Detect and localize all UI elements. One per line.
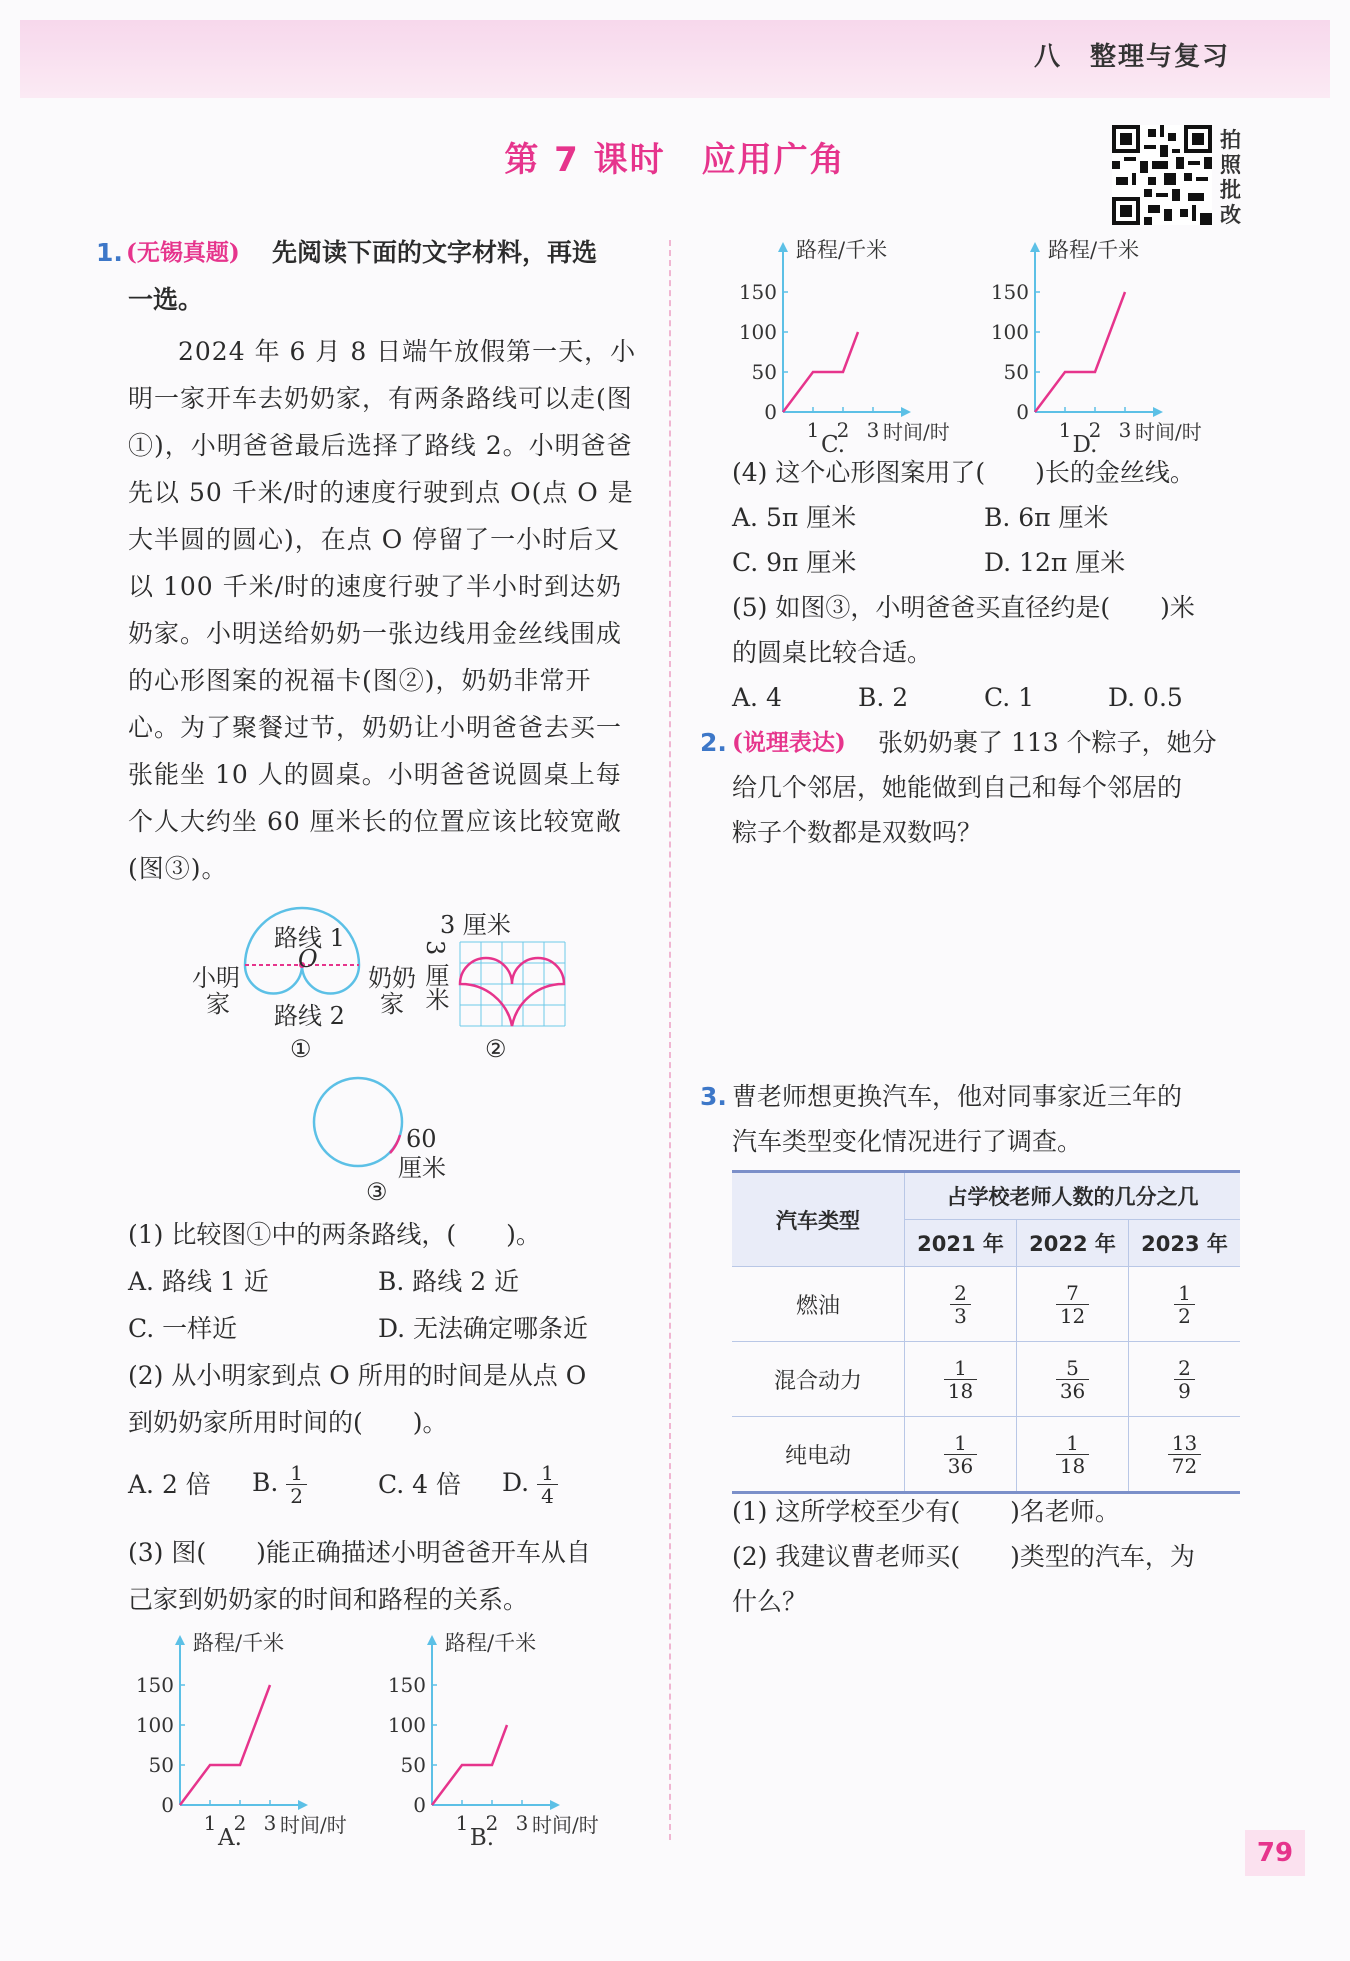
table-header-group: 占学校老师人数的几分之几 bbox=[905, 1172, 1241, 1220]
y-tick-label: 50 bbox=[400, 1753, 426, 1777]
x-axis-label: 时间/时 bbox=[1135, 420, 1202, 444]
q1-sub1-opt-d[interactable]: D. 无法确定哪条近 bbox=[378, 1314, 589, 1343]
x-tick-label: 1 bbox=[1058, 418, 1072, 442]
y-axis-arrow bbox=[778, 242, 788, 252]
table-header-type: 汽车类型 bbox=[732, 1172, 905, 1267]
unit-title: 八 整理与复习 bbox=[1033, 42, 1230, 72]
y-tick-label: 100 bbox=[990, 320, 1029, 344]
page-number: 79 bbox=[1245, 1830, 1305, 1876]
table-cell-fraction: $\frac{1}{18}$ bbox=[1056, 1432, 1089, 1477]
y-axis-label: 路程/千米 bbox=[445, 1631, 537, 1655]
q1-sub4-opt-c[interactable]: C. 9π 厘米 bbox=[732, 548, 857, 577]
figure-2-caption: ② bbox=[485, 1035, 507, 1063]
q1-sub4-opt-b[interactable]: B. 6π 厘米 bbox=[984, 503, 1109, 532]
q1-sub5-opt-c[interactable]: C. 1 bbox=[984, 683, 1035, 712]
table-cell-fraction: $\frac{5}{36}$ bbox=[1056, 1357, 1089, 1402]
q1-sub1-opt-b[interactable]: B. 路线 2 近 bbox=[378, 1267, 520, 1296]
route2-label: 路线 2 bbox=[274, 1002, 345, 1030]
table-header-year: 2021 年 bbox=[905, 1220, 1017, 1267]
q2-tag: (说理表达) bbox=[732, 729, 846, 756]
q1-sub2-opt-a[interactable]: A. 2 倍 bbox=[128, 1470, 211, 1499]
chart-b[interactable] bbox=[372, 1625, 632, 1850]
chart-c[interactable] bbox=[723, 232, 983, 457]
q1-sub5-opt-a[interactable]: A. 4 bbox=[732, 683, 782, 712]
chart-option-label: A. bbox=[218, 1825, 242, 1850]
grandma-label-1: 奶奶 bbox=[368, 964, 416, 992]
q1-number: 1. bbox=[96, 238, 123, 267]
table-row bbox=[732, 1417, 1240, 1493]
x-tick-label: 2 bbox=[1088, 418, 1102, 442]
y-axis-arrow bbox=[1030, 242, 1040, 252]
arc-unit-label: 厘米 bbox=[398, 1154, 446, 1182]
series-line bbox=[180, 1685, 270, 1805]
q1-sub4-opt-d[interactable]: D. 12π 厘米 bbox=[984, 548, 1126, 577]
qr-caption: 拍照批改 bbox=[1220, 128, 1241, 227]
lesson-title: 第 7 课时 应用广角 bbox=[504, 140, 846, 180]
q1-sub5-opt-b[interactable]: B. 2 bbox=[858, 683, 909, 712]
column-divider bbox=[669, 240, 671, 1840]
table-cell-fraction: $\frac{1}{18}$ bbox=[944, 1357, 977, 1402]
x-tick-label: 1 bbox=[203, 1811, 217, 1835]
heart-side-label: 3 厘米 bbox=[421, 940, 449, 1011]
q1-sub2-line1: (2) 从小明家到点 O 所用的时间是从点 O bbox=[128, 1361, 587, 1390]
y-tick-label: 50 bbox=[148, 1753, 174, 1777]
figure-3-round-table bbox=[310, 1075, 410, 1175]
table-cell-fraction: $\frac{7}{12}$ bbox=[1056, 1282, 1089, 1327]
q1-sub2-opt-d[interactable]: D. $\frac{1}{4}$ bbox=[502, 1462, 558, 1507]
figure-3-caption: ③ bbox=[366, 1178, 388, 1206]
q2-line2: 给几个邻居，她能做到自己和每个邻居的 bbox=[732, 773, 1183, 802]
car-type-table bbox=[732, 1170, 1240, 1494]
q1-tag: (无锡真题) bbox=[126, 239, 240, 266]
y-axis-label: 路程/千米 bbox=[796, 238, 888, 262]
q3-sub2-line1: (2) 我建议曹老师买( )类型的汽车，为 bbox=[732, 1542, 1195, 1571]
series-line bbox=[783, 332, 858, 412]
arc-value-label: 60 bbox=[406, 1125, 437, 1153]
y-axis-label: 路程/千米 bbox=[193, 1631, 285, 1655]
heart-top-label: 3 厘米 bbox=[440, 911, 511, 939]
q3-number: 3. bbox=[700, 1082, 727, 1111]
q1-sub4-opt-a[interactable]: A. 5π 厘米 bbox=[732, 503, 857, 532]
y-axis-arrow bbox=[175, 1635, 185, 1645]
row-name: 纯电动 bbox=[732, 1417, 905, 1493]
y-tick-label: 150 bbox=[387, 1673, 426, 1697]
q1-sub4: (4) 这个心形图案用了( )长的金丝线。 bbox=[732, 458, 1195, 487]
q2-line3: 粽子个数都是双数吗？ bbox=[732, 818, 983, 847]
y-tick-label: 150 bbox=[990, 280, 1029, 304]
q1-stem-line2: 一选。 bbox=[128, 285, 204, 314]
x-axis-label: 时间/时 bbox=[883, 420, 950, 444]
table-cell-fraction: $\frac{2}{9}$ bbox=[1174, 1357, 1195, 1402]
q1-sub1-opt-c[interactable]: C. 一样近 bbox=[128, 1314, 238, 1343]
x-axis-label: 时间/时 bbox=[280, 1813, 347, 1837]
y-tick-label: 150 bbox=[738, 280, 777, 304]
row-name: 混合动力 bbox=[732, 1342, 905, 1417]
x-tick-label: 2 bbox=[233, 1811, 247, 1835]
x-axis-arrow bbox=[901, 407, 911, 417]
y-tick-label: 150 bbox=[135, 1673, 174, 1697]
q1-sub1: (1) 比较图①中的两条路线，( )。 bbox=[128, 1220, 541, 1249]
figure-1-caption: ① bbox=[290, 1035, 312, 1063]
row-name: 燃油 bbox=[732, 1267, 905, 1342]
qr-code-icon[interactable] bbox=[1112, 125, 1212, 225]
chart-d[interactable] bbox=[975, 232, 1235, 457]
q1-sub1-opt-a[interactable]: A. 路线 1 近 bbox=[128, 1267, 269, 1296]
q1-stem-line1: 先阅读下面的文字材料，再选 bbox=[272, 238, 598, 267]
y-axis-arrow bbox=[427, 1635, 437, 1645]
x-tick-label: 3 bbox=[1118, 418, 1132, 442]
x-tick-label: 3 bbox=[866, 418, 880, 442]
chart-a[interactable] bbox=[120, 1625, 380, 1850]
grandma-label-2: 家 bbox=[380, 990, 404, 1018]
home-label-2: 家 bbox=[206, 990, 230, 1018]
q3-line2: 汽车类型变化情况进行了调查。 bbox=[732, 1127, 1083, 1156]
x-tick-label: 2 bbox=[485, 1811, 499, 1835]
table-cell-fraction: $\frac{1}{36}$ bbox=[944, 1432, 977, 1477]
q1-sub3-line2: 己家到奶奶家的时间和路程的关系。 bbox=[128, 1585, 529, 1614]
x-tick-label: 1 bbox=[806, 418, 820, 442]
table-row bbox=[732, 1342, 1240, 1417]
x-tick-label: 3 bbox=[263, 1811, 277, 1835]
q3-sub1: (1) 这所学校至少有( )名老师。 bbox=[732, 1497, 1120, 1526]
y-tick-label: 0 bbox=[161, 1793, 174, 1817]
y-tick-label: 50 bbox=[1003, 360, 1029, 384]
home-label-1: 小明 bbox=[192, 964, 240, 992]
x-axis-label: 时间/时 bbox=[532, 1813, 599, 1837]
x-axis-arrow bbox=[550, 1800, 560, 1810]
x-tick-label: 3 bbox=[515, 1811, 529, 1835]
point-o-label: O bbox=[298, 945, 318, 973]
table-cell-fraction: $\frac{2}{3}$ bbox=[950, 1282, 971, 1327]
table-header-year: 2023 年 bbox=[1129, 1220, 1240, 1267]
x-tick-label: 1 bbox=[455, 1811, 469, 1835]
q1-sub5-opt-d[interactable]: D. 0.5 bbox=[1108, 683, 1183, 712]
y-tick-label: 100 bbox=[738, 320, 777, 344]
y-tick-label: 0 bbox=[1016, 400, 1029, 424]
table-row bbox=[732, 1267, 1240, 1342]
q3-sub2-line2: 什么？ bbox=[732, 1587, 808, 1616]
y-tick-label: 50 bbox=[751, 360, 777, 384]
q1-sub5-line2: 的圆桌比较合适。 bbox=[732, 638, 933, 667]
table-cell-fraction: $\frac{1}{2}$ bbox=[1174, 1282, 1195, 1327]
y-axis-label: 路程/千米 bbox=[1048, 238, 1140, 262]
table-cell-fraction: $\frac{13}{72}$ bbox=[1168, 1432, 1201, 1477]
q2-line1: 张奶奶裹了 113 个粽子，她分 bbox=[878, 728, 1217, 757]
q1-passage: 2024 年 6 月 8 日端午放假第一天，小明一家开车去奶奶家，有两条路线可以走(图①)，小明爸爸最后选择了路线 2。小明爸爸先以 50 千米/时的速度行驶到点 O(点 O 是大半圆的圆心)，在点 O 停留了一小时后又以 100 千米/时的速度行驶了半小时到达奶奶家。小明送给奶奶一张边线用金丝线围成的心形图案的祝福卡(图②)，奶奶非常开心。为了聚餐过节，奶奶让小明爸爸去买一张能坐 10 人的圆桌。小明爸爸说圆桌上每个人大约坐 60 厘米长的位置应该比较宽敞(图③)。 bbox=[128, 337, 637, 883]
q1-sub2-line2: 到奶奶家所用时间的( )。 bbox=[128, 1408, 448, 1437]
y-tick-label: 0 bbox=[764, 400, 777, 424]
q1-sub2-opt-b[interactable]: B. $\frac{1}{2}$ bbox=[252, 1462, 307, 1507]
chart-option-label: B. bbox=[469, 1825, 495, 1850]
x-tick-label: 2 bbox=[836, 418, 850, 442]
y-tick-label: 100 bbox=[135, 1713, 174, 1737]
q3-line1: 曹老师想更换汽车，他对同事家近三年的 bbox=[732, 1082, 1183, 1111]
series-line bbox=[1035, 292, 1125, 412]
q2-number: 2. bbox=[700, 728, 727, 757]
route1-label: 路线 1 bbox=[274, 924, 345, 952]
y-tick-label: 100 bbox=[387, 1713, 426, 1737]
table-header-year: 2022 年 bbox=[1017, 1220, 1129, 1267]
x-axis-arrow bbox=[1153, 407, 1163, 417]
q1-sub2-opt-c[interactable]: C. 4 倍 bbox=[378, 1470, 461, 1499]
figure-2-heart-grid bbox=[455, 935, 570, 1030]
x-axis-arrow bbox=[298, 1800, 308, 1810]
chart-option-label: C. bbox=[820, 432, 846, 457]
y-tick-label: 0 bbox=[413, 1793, 426, 1817]
q1-sub3-line1: (3) 图( )能正确描述小明爸爸开车从自 bbox=[128, 1538, 591, 1567]
q1-sub5-line1: (5) 如图③，小明爸爸买直径约是( )米 bbox=[732, 593, 1195, 622]
chart-option-label: D. bbox=[1072, 432, 1098, 457]
series-line bbox=[432, 1725, 507, 1805]
